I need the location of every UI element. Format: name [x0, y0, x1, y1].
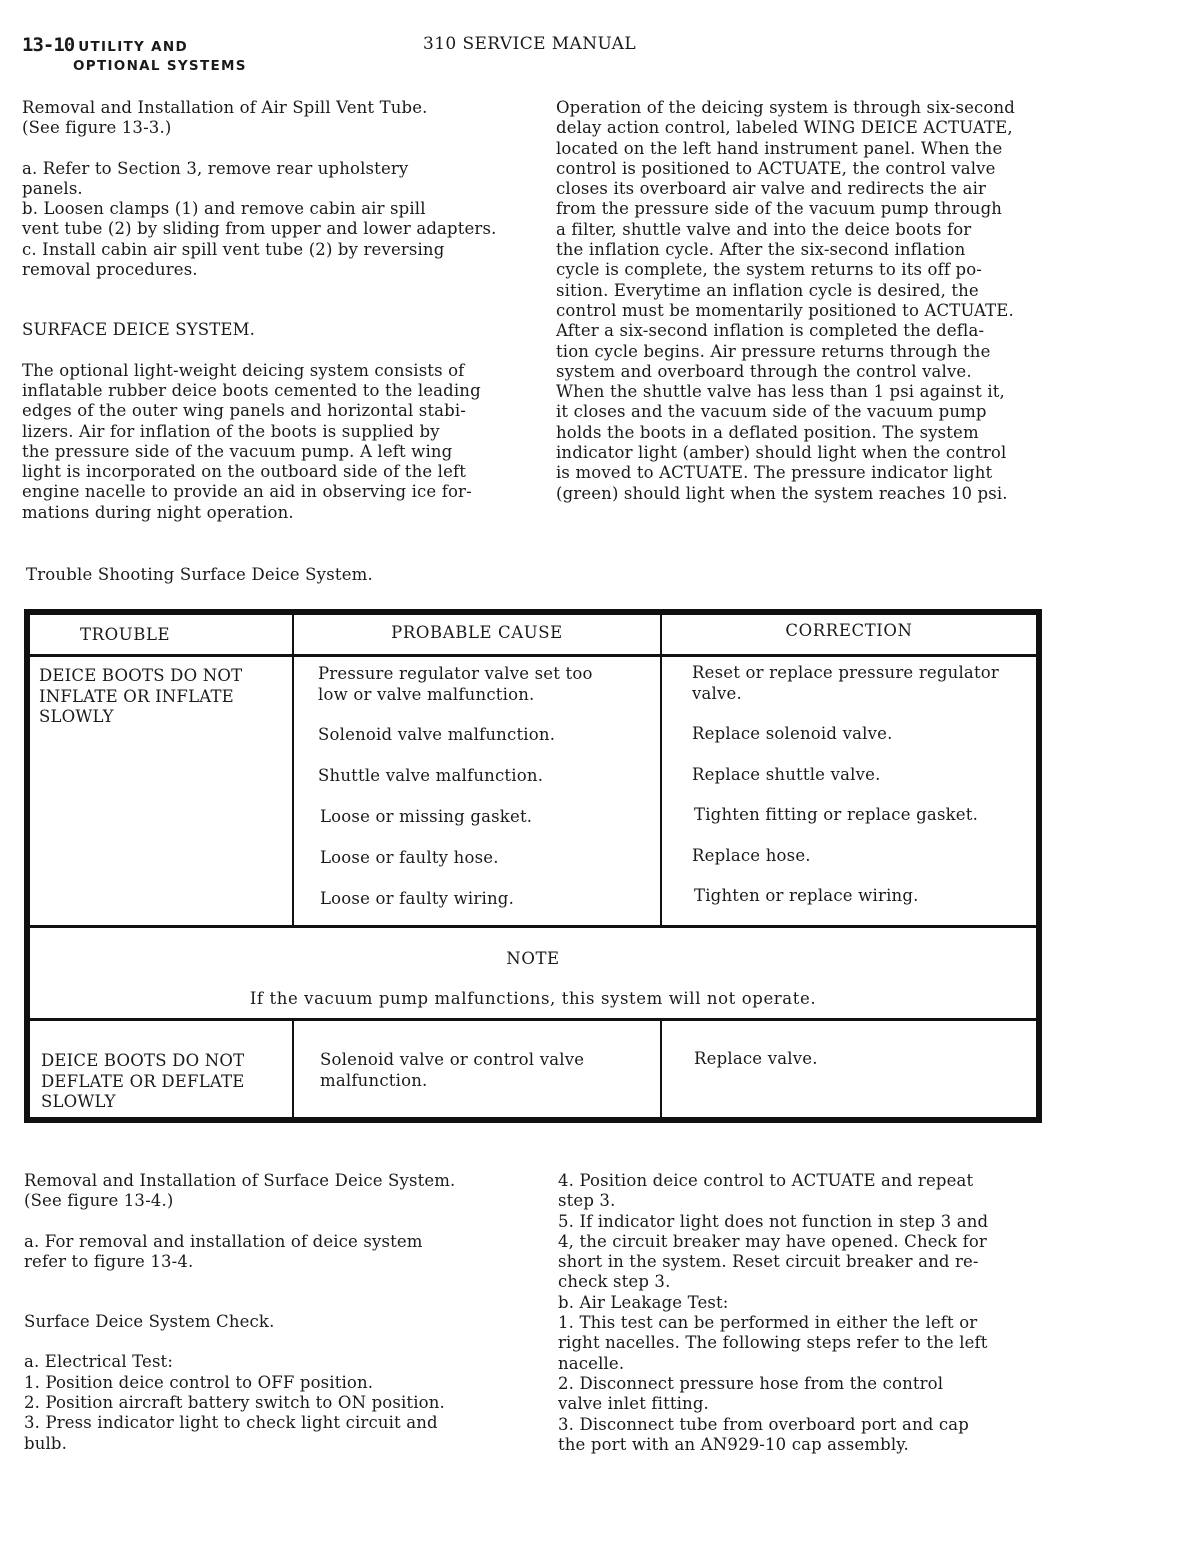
cause-cell: Shuttle valve malfunction. [318, 766, 544, 785]
header-probable-cause: PROBABLE CAUSE [391, 623, 563, 642]
surface-deice-heading: SURFACE DEICE SYSTEM. [22, 320, 256, 340]
section-number: 13-10 [22, 34, 75, 56]
correction-cell: Replace solenoid valve. [692, 724, 893, 743]
header-correction: CORRECTION [785, 621, 913, 640]
correction-cell: Tighten or replace wiring. [694, 886, 919, 905]
trouble-shooting-table [24, 609, 1042, 1123]
correction-cell: Tighten fitting or replace gasket. [694, 805, 979, 824]
left-column-bottom [24, 1171, 534, 1454]
left-column-top [22, 98, 532, 523]
correction-cell: Reset or replace pressure regulator valve. [692, 663, 1000, 703]
section-header [22, 34, 247, 74]
trouble-cell: DEICE BOOTS DO NOT DEFLATE OR DEFLATE SLOWLY [41, 1051, 245, 1111]
cause-cell: Loose or faulty hose. [320, 848, 499, 867]
note-text: If the vacuum pump malfunctions, this system will not operate. [249, 989, 817, 1008]
note-title: NOTE [506, 949, 560, 968]
cause-cell: Solenoid valve or control valve malfunction. [320, 1050, 585, 1090]
cause-cell: Solenoid valve malfunction. [318, 725, 556, 744]
electrical-test-label: a. Electrical Test: [24, 1352, 174, 1372]
surface-deice-description: The optional light-weight deicing system consists of inflatable rubber deice boots cemented to the leading edges of the outer wing panels and horizontal stabi- lizers. Air for inflation of the boots is supplied by the pressure side of the vacuum pump. A left wing light is incorporated on the outboard side of the left engine nacelle to provide an aid in observing ice for- mations during night operation. [22, 360, 481, 522]
right-column-bottom [558, 1171, 1058, 1455]
deice-removal-step-a: a. For removal and installation of deice system refer to figure 13-4. [24, 1231, 423, 1271]
deice-removal-figure-ref: (See figure 13-4.) [24, 1191, 174, 1211]
section-title-line1: UTILITY AND [78, 39, 188, 55]
spill-vent-title: Removal and Installation of Air Spill Vent Tube. [22, 98, 428, 117]
electrical-test-steps: 1. Position deice control to OFF position. 2. Position aircraft battery switch to ON position. 3. Press indicator light to check light circuit and bulb. [24, 1372, 445, 1453]
correction-cell: Replace valve. [694, 1049, 818, 1068]
manual-title: 310 SERVICE MANUAL [423, 34, 637, 54]
deice-removal-title: Removal and Installation of Surface Deice System. [24, 1171, 456, 1190]
spill-vent-steps: a. Refer to Section 3, remove rear upholstery panels. b. Loosen clamps (1) and remove cabin air spill vent tube (2) by sliding from upper and lower adapters. c. Install cabin air spill vent tube (2) by reversing removal procedures. [22, 158, 497, 280]
section-title-line2: OPTIONAL SYSTEMS [73, 58, 247, 74]
trouble-table-title: Trouble Shooting Surface Deice System. [26, 565, 373, 584]
deice-operation-text: Operation of the deicing system is through six-second delay action control, labeled WING DEICE ACTUATE, located on the left hand instrument panel. When the control is positioned to ACTUATE, the control valve closes its overboard air valve and redirects the air from the pressure side of the vacuum pump through a filter, shuttle valve and into the deice boots for the inflation cycle. After the six-second inflation cycle is complete, the system returns to its off po- sition. Everytime an inflation cycle is desired, the control must be momentarily positioned to ACTUATE. After a six-second inflation is completed the defla- tion cycle begins. Air pressure returns through the system and overboard through the control valve. When the shuttle valve has less than 1 psi against it, it closes and the vacuum side of the vacuum pump holds the boots in a deflated position. The system indicator light (amber) should light when the control is moved to ACTUATE. The pressure indicator light (green) should light when the system reaches 10 psi. [556, 98, 1015, 503]
air-leakage-test-steps: 1. This test can be performed in either the left or right nacelles. The following steps refer to the left nacelle. 2. Disconnect pressure hose from the control valve inlet fitting. 3. Disconnect tube from overboard port and cap the port with an AN929-10 cap assembly. [558, 1313, 988, 1454]
correction-cell: Replace hose. [692, 846, 811, 865]
spill-vent-figure-ref: (See figure 13-3.) [22, 118, 172, 138]
trouble-cell: DEICE BOOTS DO NOT INFLATE OR INFLATE SLOWLY [39, 666, 243, 726]
cause-cell: Loose or missing gasket. [320, 807, 533, 826]
cause-cell: Pressure regulator valve set too low or valve malfunction. [318, 664, 593, 704]
system-check-title: Surface Deice System Check. [24, 1312, 275, 1332]
electrical-test-steps-continued: 4. Position deice control to ACTUATE and repeat step 3. 5. If indicator light does not function in step 3 and 4, the circuit breaker may have opened. Check for short in the system. Reset circuit breaker and re- check step 3. [558, 1171, 989, 1292]
air-leakage-test-label: b. Air Leakage Test: [558, 1292, 729, 1312]
right-column-top [556, 98, 1056, 504]
header-trouble: TROUBLE [80, 625, 171, 644]
cause-cell: Loose or faulty wiring. [320, 889, 515, 908]
correction-cell: Replace shuttle valve. [692, 765, 881, 784]
